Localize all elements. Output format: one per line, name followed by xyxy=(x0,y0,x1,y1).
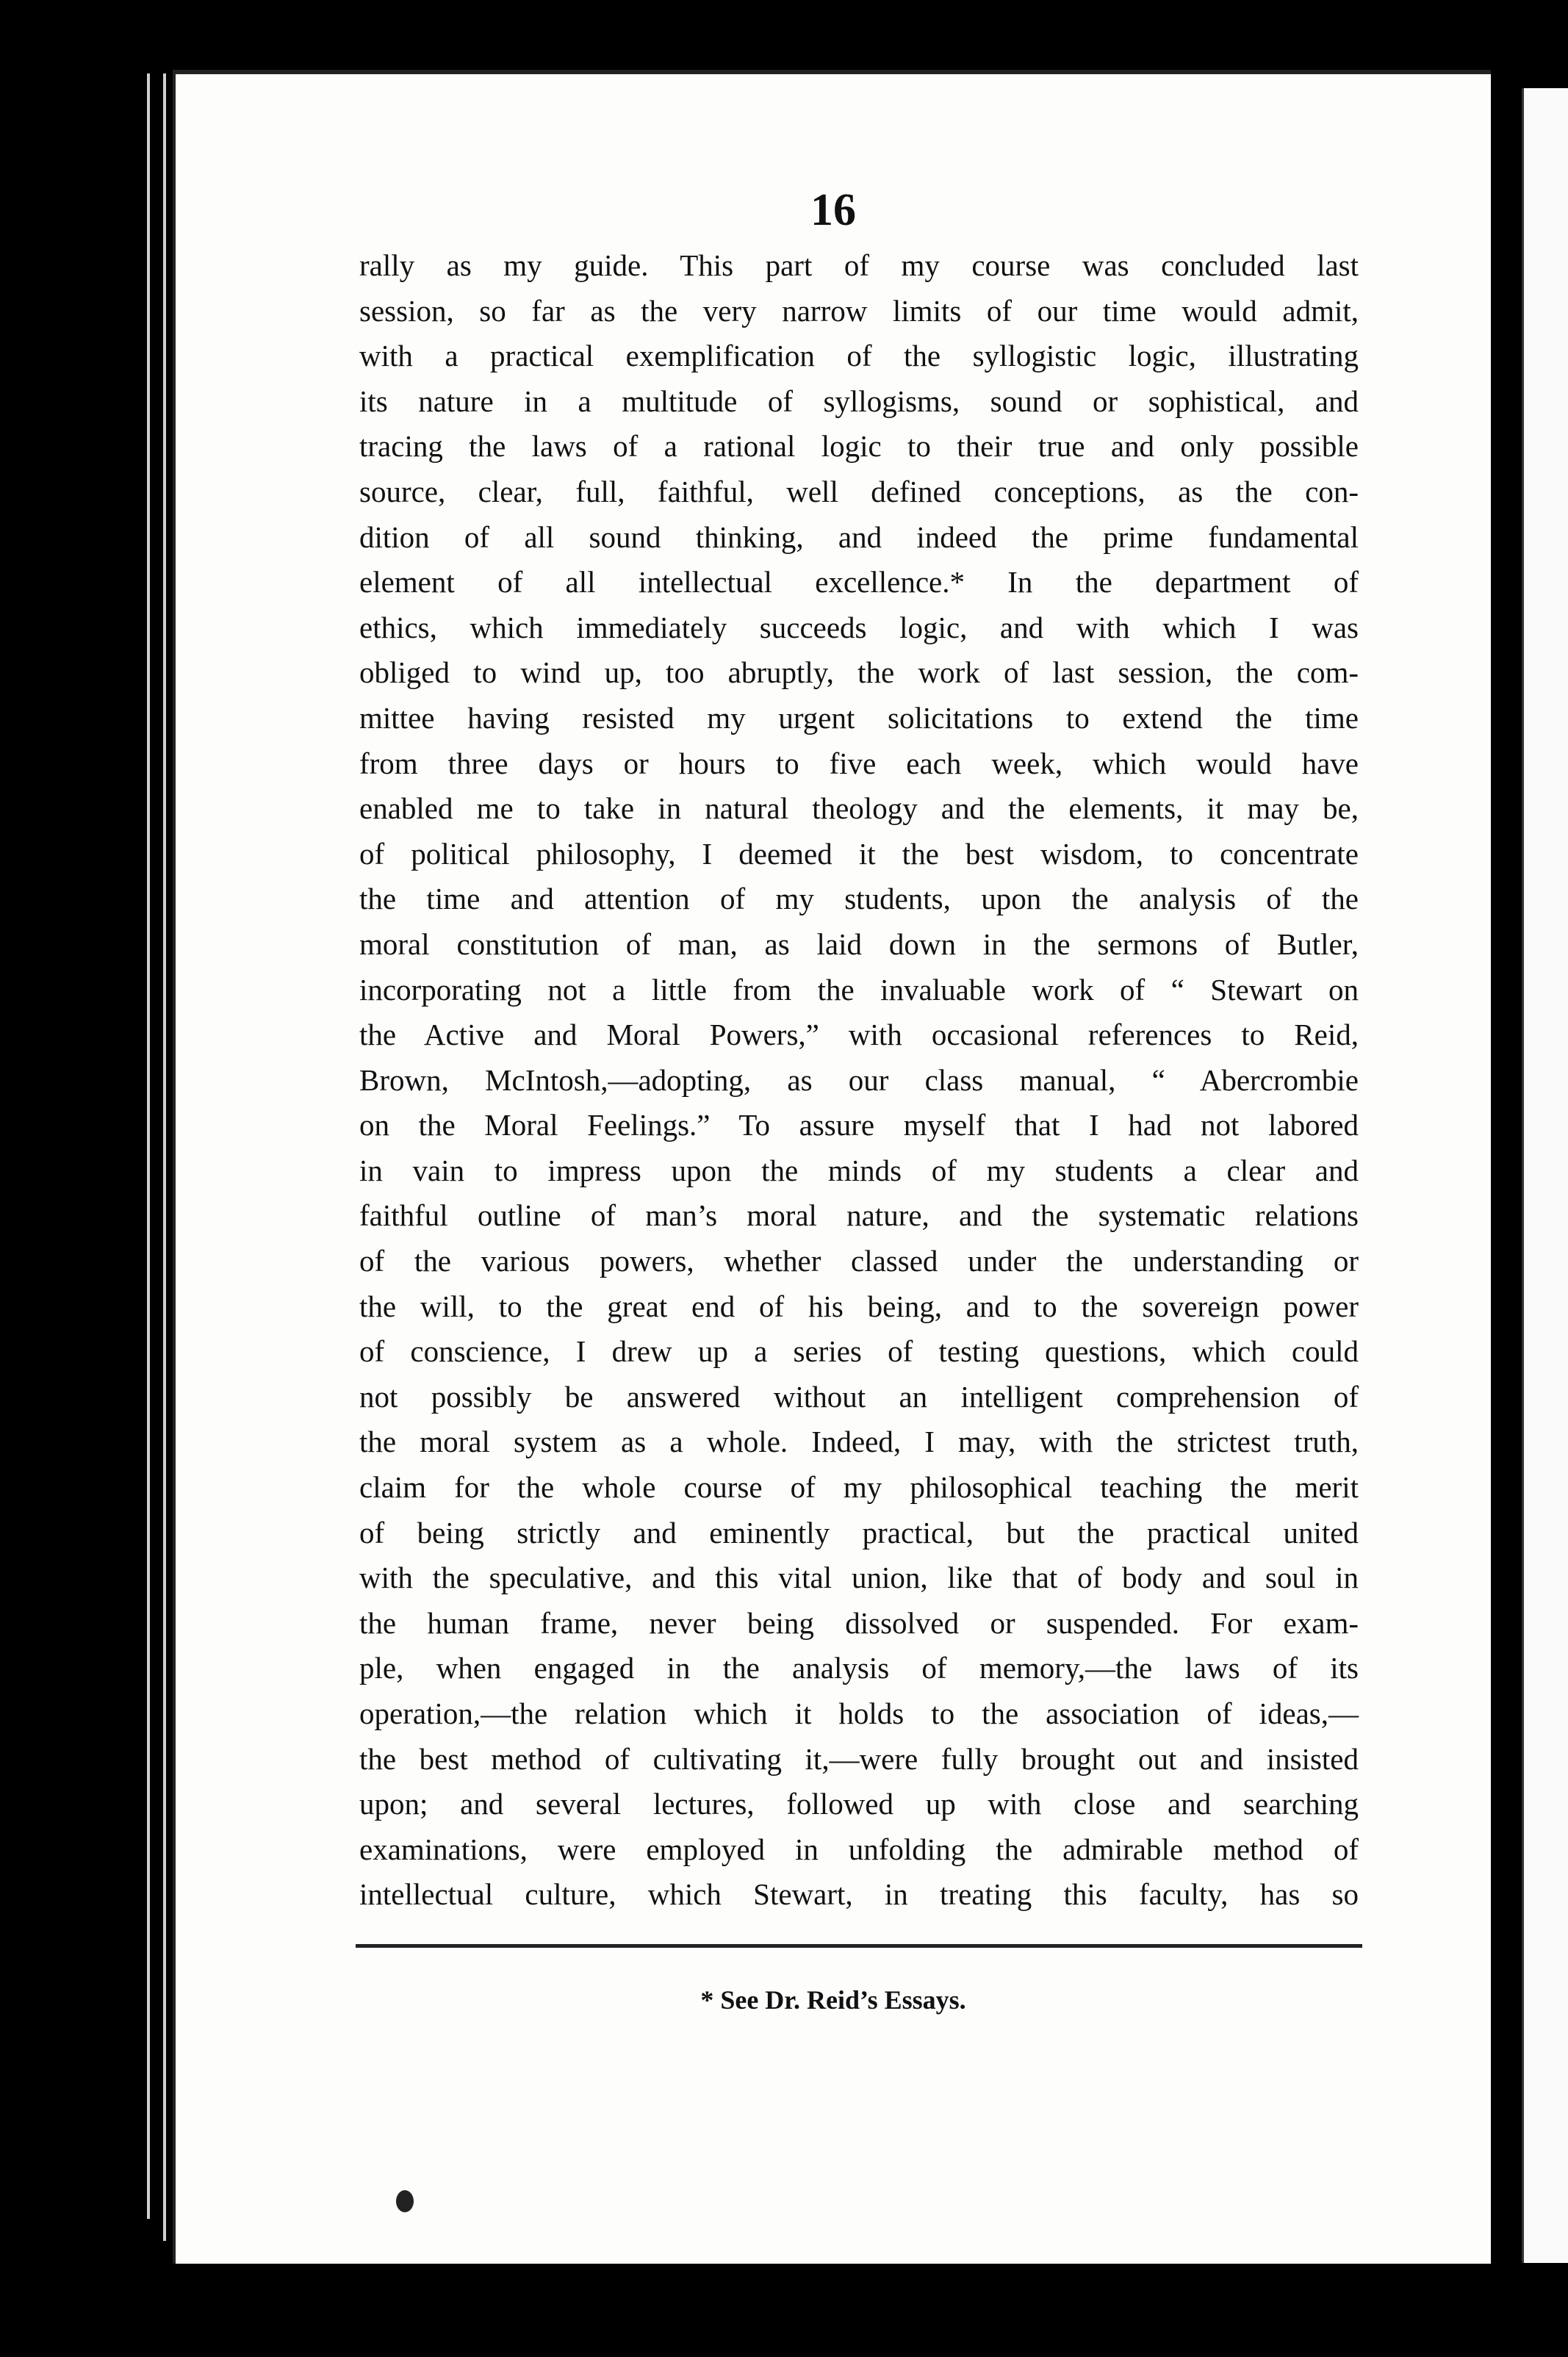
text-line: of being strictly and eminently practical, but the practical united xyxy=(359,1515,1359,1550)
text-line: the will, to the great end of his being, and to the sovereign power xyxy=(359,1289,1359,1323)
facing-page-edge xyxy=(1522,88,1568,2263)
text-line: with the speculative, and this vital union, like that of body and soul in xyxy=(359,1561,1359,1595)
scanned-page xyxy=(173,70,1491,2264)
body-text xyxy=(359,243,1359,1918)
text-line: the best method of cultivating it,—were fully brought out and insisted xyxy=(359,1741,1359,1776)
text-line: the moral system as a whole. Indeed, I may, with the strictest truth, xyxy=(359,1425,1359,1459)
text-line: incorporating not a little from the invaluable work of “ Stewart on xyxy=(359,972,1359,1007)
text-line: the time and attention of my students, upon the analysis of the xyxy=(359,882,1359,916)
text-line: element of all intellectual excellence.* In the department of xyxy=(359,565,1359,600)
text-line: upon; and several lectures, followed up with close and searching xyxy=(359,1787,1359,1821)
text-line: of conscience, I drew up a series of testing questions, which could xyxy=(359,1334,1359,1369)
text-line: dition of all sound thinking, and indeed the prime fundamental xyxy=(359,519,1359,554)
text-line: examinations, were employed in unfolding the admirable method of xyxy=(359,1832,1359,1866)
text-line: session, so far as the very narrow limits of our time would admit, xyxy=(359,293,1359,328)
text-line: of political philosophy, I deemed it the best wisdom, to concentrate xyxy=(359,836,1359,871)
text-line: source, clear, full, faithful, well defined conceptions, as the con- xyxy=(359,474,1359,508)
page-edge xyxy=(147,73,150,2219)
text-line: from three days or hours to five each week, which would have xyxy=(359,746,1359,780)
footnote-rule xyxy=(356,1944,1362,1948)
text-line: with a practical exemplification of the syllogistic logic, illustrating xyxy=(359,339,1359,373)
page-edge xyxy=(163,73,166,2241)
text-line: intellectual culture, which Stewart, in treating this faculty, has so xyxy=(359,1877,1359,1912)
text-line: claim for the whole course of my philosophical teaching the merit xyxy=(359,1470,1359,1505)
text-line: of the various powers, whether classed under the understanding or xyxy=(359,1244,1359,1278)
text-line: the Active and Moral Powers,” with occasional references to Reid, xyxy=(359,1018,1359,1052)
text-line: moral constitution of man, as laid down in the sermons of Butler, xyxy=(359,926,1359,961)
text-line: faithful outline of man’s moral nature, and the systematic relations xyxy=(359,1198,1359,1233)
text-line: in vain to impress upon the minds of my students a clear and xyxy=(359,1153,1359,1187)
text-line: ethics, which immediately succeeds logic, and with which I was xyxy=(359,610,1359,644)
footnote: * See Dr. Reid’s Essays. xyxy=(700,1985,966,2015)
text-line: obliged to wind up, too abruptly, the work of last session, the com- xyxy=(359,655,1359,690)
text-line: the human frame, never being dissolved or suspended. For exam- xyxy=(359,1605,1359,1640)
text-line: enabled me to take in natural theology and the elements, it may be, xyxy=(359,791,1359,826)
text-line: operation,—the relation which it holds to the association of ideas,— xyxy=(359,1696,1359,1730)
text-line: on the Moral Feelings.” To assure myself that I had not labored xyxy=(359,1108,1359,1142)
text-line: mittee having resisted my urgent solicitations to extend the time xyxy=(359,700,1359,735)
page-number: 16 xyxy=(810,185,856,235)
text-line: ple, when engaged in the analysis of memory,—the laws of its xyxy=(359,1651,1359,1685)
text-line: its nature in a multitude of syllogisms, sound or sophistical, and xyxy=(359,384,1359,418)
text-line: not possibly be answered without an intelligent comprehension of xyxy=(359,1379,1359,1414)
text-line: rally as my guide. This part of my course was concluded last xyxy=(359,248,1359,282)
text-line: tracing the laws of a rational logic to their true and only possible xyxy=(359,429,1359,464)
ink-blot xyxy=(396,2190,414,2212)
text-line: Brown, McIntosh,—adopting, as our class manual, “ Abercrombie xyxy=(359,1062,1359,1097)
